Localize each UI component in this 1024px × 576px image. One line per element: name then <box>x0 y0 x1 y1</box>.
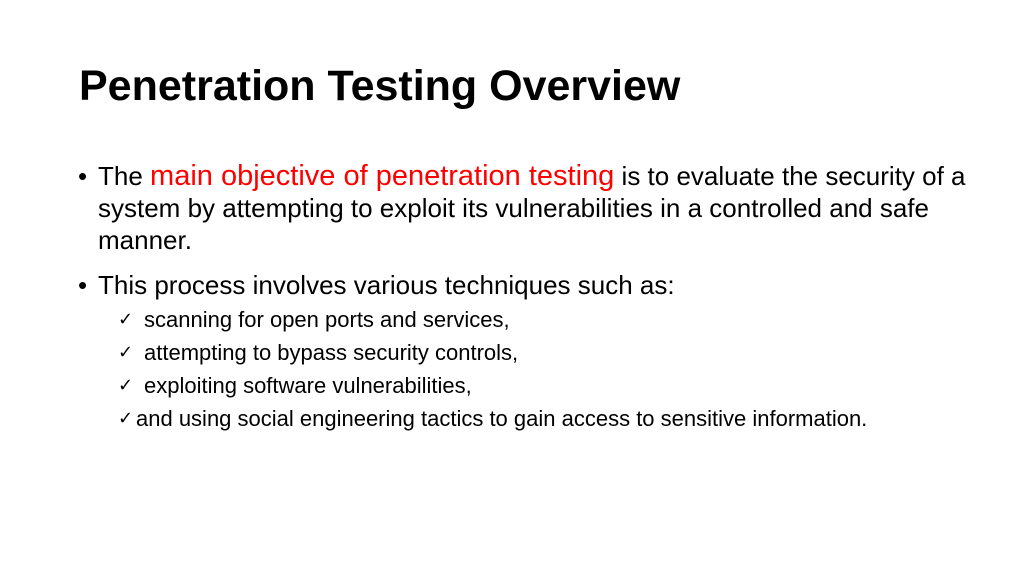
list-item <box>118 372 978 399</box>
bullet-dot: • <box>78 161 88 191</box>
checkmark-icon: ✓ <box>118 309 134 330</box>
highlighted-phrase: main objective of penetration testing <box>150 160 615 192</box>
slide-title: Penetration Testing Overview <box>79 62 681 110</box>
bullet-text: This process involves various techniques such as: <box>98 270 675 300</box>
bullet-text <box>98 160 978 256</box>
checkmark-icon: ✓ <box>118 375 134 396</box>
list-item-text: and using social engineering tactics to gain access to sensitive information. <box>136 406 868 431</box>
list-item-text: scanning for open ports and services, <box>144 307 510 332</box>
list-item <box>118 306 978 333</box>
list-item-text: exploiting software vulnerabilities, <box>144 373 472 398</box>
checkmark-icon: ✓ <box>118 408 134 429</box>
checkmark-icon: ✓ <box>118 342 134 363</box>
list-item <box>118 339 978 366</box>
techniques-list <box>118 306 978 438</box>
list-item-text: attempting to bypass security controls, <box>144 340 519 365</box>
bullet-main-objective <box>78 160 978 256</box>
bullet-suffix: is to evaluate the security of a system by attempting to exploit its vulnerabilities in a controlled and safe manner. <box>98 161 966 255</box>
bullet-dot: • <box>78 270 88 300</box>
bullet-prefix: The <box>98 161 151 191</box>
bullet-techniques <box>78 269 978 301</box>
list-item <box>118 405 978 432</box>
